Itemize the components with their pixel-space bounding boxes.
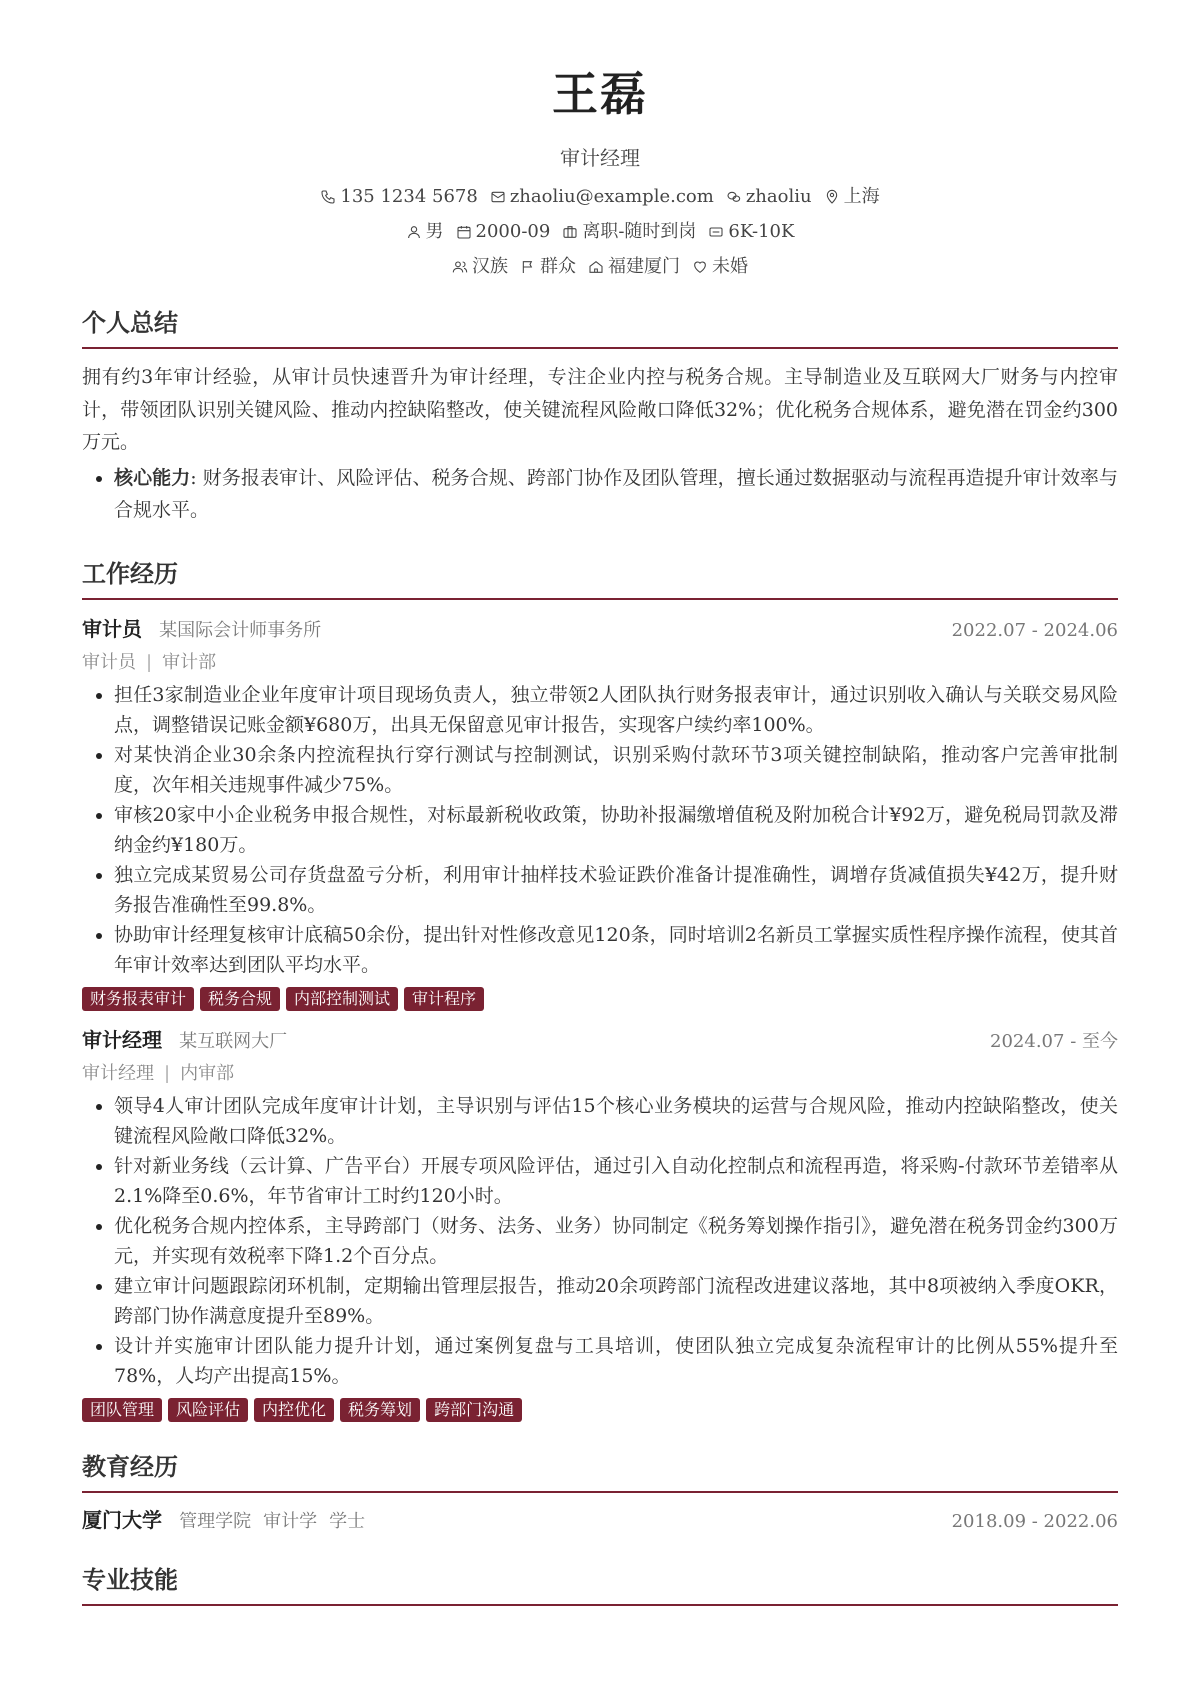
target-position: 审计经理 (560, 146, 640, 170)
political-info (520, 254, 576, 280)
ethnicity-info (452, 254, 508, 280)
job-tags (82, 1398, 1118, 1422)
people-icon (452, 259, 468, 275)
skill-tag: 财务报表审计 (82, 987, 194, 1011)
education-entry (82, 1505, 1118, 1537)
skill-tag: 风险评估 (168, 1398, 248, 1422)
gender-text: 男 (425, 221, 444, 242)
salary-info (708, 219, 794, 245)
education-heading: 教育经历 (82, 1450, 1118, 1493)
job-bullet: • 担任3家制造业企业年度审计项目现场负责人，独立带领2人团队执行财务报表审计，通过识别收入确认与关联交易风险点，调整错误记账金额¥680万，出具无保留意见审计报告，实现客户续约率100%。 (114, 680, 1118, 740)
email-text: zhaoliu@example.com (509, 186, 714, 207)
skill-tag: 税务筹划 (340, 1398, 420, 1422)
job-entry-auditor (82, 614, 1118, 1011)
hometown-info (588, 254, 680, 280)
job-department: 内审部 (180, 1062, 235, 1084)
college-name: 管理学院 (179, 1510, 252, 1532)
personal-row (82, 219, 1118, 245)
major-name: 审计学 (263, 1510, 318, 1532)
job-bullet: • 设计并实施审计团队能力提升计划，通过案例复盘与工具培训，使团队独立完成复杂流程审计的比例从55%提升至78%，人均产出提高15%。 (114, 1331, 1118, 1391)
core-ability-list (82, 462, 1118, 527)
job-date: 2022.07 - 2024.06 (951, 619, 1118, 641)
location-icon (824, 189, 840, 205)
job-date: 2024.07 - 至今 (990, 1030, 1118, 1052)
wechat-icon (726, 189, 742, 205)
job-role: 审计员 (82, 616, 142, 641)
location-text: 上海 (843, 186, 880, 207)
job-tags (82, 987, 1118, 1011)
work-heading: 工作经历 (82, 557, 1118, 600)
job-company: 某互联网大厂 (179, 1030, 288, 1052)
user-icon (406, 224, 422, 240)
flag-icon (520, 259, 536, 275)
job-entry-audit-manager (82, 1025, 1118, 1422)
job-position: 审计经理 (82, 1062, 154, 1084)
wechat-text: zhaoliu (745, 186, 812, 207)
job-subline (82, 648, 1118, 678)
status-text: 离职-随时到岗 (582, 221, 697, 242)
job-bullet: • 独立完成某贸易公司存货盘盈亏分析，利用审计抽样技术验证跌价准备计提准确性，调增存货减值损失¥42万，提升财务报告准确性至99.8%。 (114, 860, 1118, 920)
summary-heading: 个人总结 (82, 306, 1118, 349)
job-bullet: • 审核20家中小企业税务申报合规性，对标最新税收政策，协助补报漏缴增值税及附加税合计¥92万，避免税局罚款及滞纳金约¥180万。 (114, 800, 1118, 860)
job-bullet: • 领导4人审计团队完成年度审计计划，主导识别与评估15个核心业务模块的运营与合规风险，推动内控缺陷整改，使关键流程风险敞口降低32%。 (114, 1091, 1118, 1151)
birth-text: 2000-09 (475, 221, 551, 242)
skill-tag: 审计程序 (404, 987, 484, 1011)
skills-heading: 专业技能 (82, 1563, 1118, 1606)
contact-row (82, 184, 1118, 210)
job-bullet: • 协助审计经理复核审计底稿50余份，提出针对性修改意见120条，同时培训2名新员工掌握实质性程序操作流程，使其首年审计效率达到团队平均水平。 (114, 920, 1118, 980)
skill-tag: 团队管理 (82, 1398, 162, 1422)
political-text: 群众 (540, 256, 576, 277)
core-ability-text: : 财务报表审计、风险评估、税务合规、跨部门协作及团队管理，擅长通过数据驱动与流程再造提升审计效率与合规水平。 (114, 466, 1118, 521)
job-position: 审计员 (82, 651, 136, 673)
salary-text: 6K-10K (728, 221, 795, 242)
education-detail (179, 1511, 365, 1532)
money-icon (708, 224, 724, 240)
skill-tag: 跨部门沟通 (426, 1398, 522, 1422)
marital-text: 未婚 (712, 256, 748, 277)
phone-text: 135 1234 5678 (340, 186, 478, 207)
calendar-icon (456, 224, 472, 240)
separator: | (146, 651, 153, 673)
degree-name: 学士 (329, 1510, 366, 1532)
job-header (82, 1025, 1118, 1057)
marital-info (692, 254, 748, 280)
job-bullet: • 建立审计问题跟踪闭环机制，定期输出管理层报告，推动20余项跨部门流程改进建议落地，其中8项被纳入季度OKR，跨部门协作满意度提升至89%。 (114, 1271, 1118, 1331)
briefcase-icon (562, 224, 578, 240)
phone-icon (320, 189, 336, 205)
job-department: 审计部 (162, 651, 217, 673)
education-date: 2018.09 - 2022.06 (951, 1510, 1118, 1532)
skill-tag: 内控优化 (254, 1398, 334, 1422)
job-bullet: • 优化税务合规内控体系，主导跨部门（财务、法务、业务）协同制定《税务筹划操作指引》，避免潜在税务罚金约300万元，并实现有效税率下降1.2个百分点。 (114, 1211, 1118, 1271)
hometown-text: 福建厦门 (608, 256, 680, 277)
job-header (82, 614, 1118, 646)
school-name: 厦门大学 (82, 1507, 162, 1532)
phone-info (320, 184, 477, 210)
status-info (562, 219, 696, 245)
core-ability-item (114, 462, 1118, 527)
job-subline (82, 1059, 1118, 1089)
job-role: 审计经理 (82, 1027, 162, 1052)
skill-tag: 税务合规 (200, 987, 280, 1011)
heart-icon (692, 259, 708, 275)
gender-info (406, 219, 444, 245)
core-ability-label: 核心能力 (114, 466, 191, 489)
email-info (490, 184, 714, 210)
candidate-name: 王磊 (552, 67, 648, 121)
skill-tag: 内部控制测试 (286, 987, 398, 1011)
summary-paragraph: 拥有约3年审计经验，从审计员快速晋升为审计经理，专注企业内控与税务合规。主导制造业及互联网大厂财务与内控审计，带领团队识别关键风险、推动内控缺陷整改，使关键流程风险敞口降低32%；优化税务合规体系，避免潜在罚金约300万元。 (82, 366, 1118, 453)
job-bullets (82, 1091, 1118, 1391)
location-info (824, 184, 880, 210)
birth-info (456, 219, 551, 245)
wechat-info (726, 184, 812, 210)
background-row (82, 254, 1118, 280)
ethnicity-text: 汉族 (472, 256, 508, 277)
separator: | (164, 1062, 171, 1084)
mail-icon (490, 189, 506, 205)
job-company: 某国际会计师事务所 (159, 619, 322, 641)
home-icon (588, 259, 604, 275)
job-bullets (82, 680, 1118, 980)
job-bullet: • 针对新业务线（云计算、广告平台）开展专项风险评估，通过引入自动化控制点和流程再造，将采购-付款环节差错率从2.1%降至0.6%，年节省审计工时约120小时。 (114, 1151, 1118, 1211)
job-bullet: • 对某快消企业30余条内控流程执行穿行测试与控制测试，识别采购付款环节3项关键控制缺陷，推动客户完善审批制度，次年相关违规事件减少75%。 (114, 740, 1118, 800)
